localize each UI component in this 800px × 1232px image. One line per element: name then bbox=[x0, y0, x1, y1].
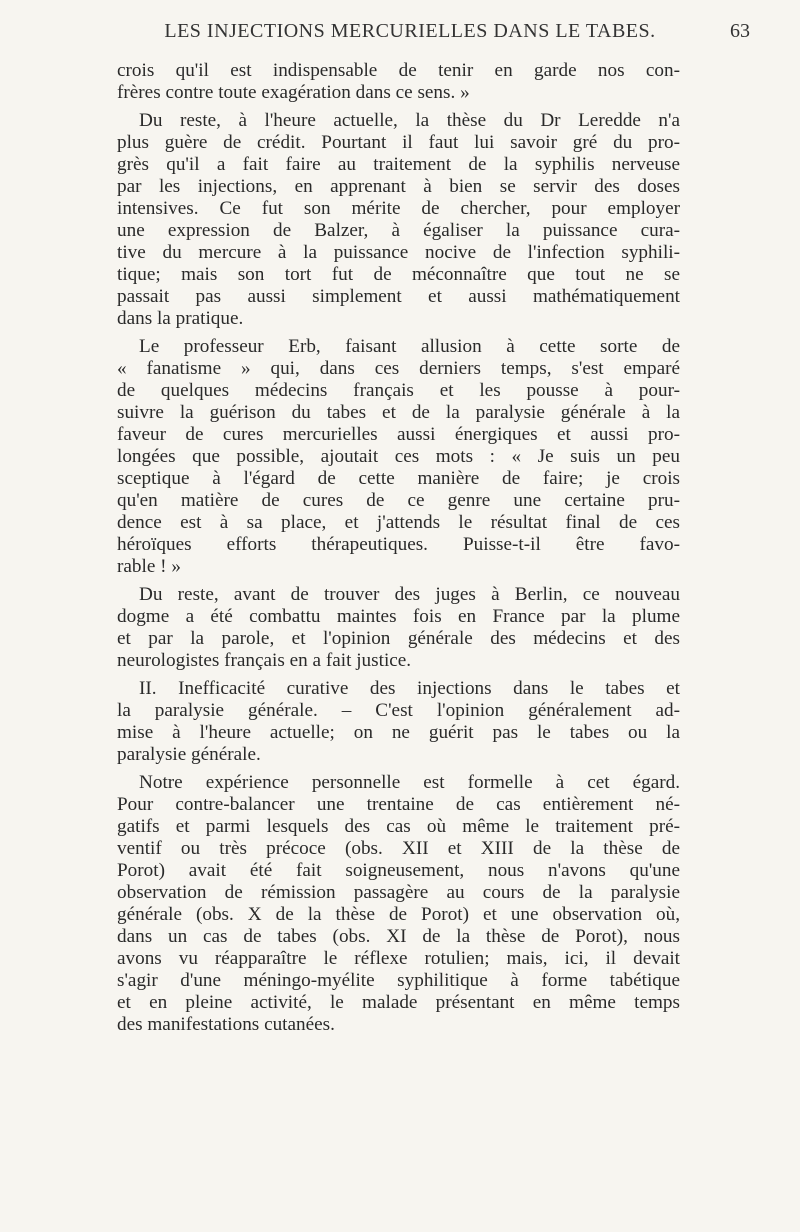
text-line: Le professeur Erb, faisant allusion à cette sorte de bbox=[139, 336, 680, 357]
text-line: dogme a été combattu maintes fois en France par la plume bbox=[117, 606, 680, 627]
text-line: des manifestations cutanées. bbox=[117, 1014, 335, 1035]
paragraph bbox=[117, 60, 680, 104]
text-line: « fanatisme » qui, dans ces derniers temps, s'est emparé bbox=[117, 358, 680, 379]
text-line: Pour contre-balancer une trentaine de cas entièrement né- bbox=[117, 794, 680, 815]
text-line: avons vu réapparaître le réflexe rotulien; mais, ici, il devait bbox=[117, 948, 680, 969]
text-line: une expression de Balzer, à égaliser la puissance cura- bbox=[117, 220, 680, 241]
paragraph bbox=[117, 772, 680, 1036]
text-line: grès qu'il a fait faire au traitement de la syphilis nerveuse bbox=[117, 154, 680, 175]
text-line: intensives. Ce fut son mérite de chercher, pour employer bbox=[117, 198, 680, 219]
text-line: crois qu'il est indispensable de tenir en garde nos con- bbox=[117, 60, 680, 81]
paragraph bbox=[117, 584, 680, 672]
text-line: Notre expérience personnelle est formelle à cet égard. bbox=[139, 772, 680, 793]
paragraph bbox=[117, 336, 680, 578]
paragraph bbox=[117, 678, 680, 766]
text-line: et en pleine activité, le malade présentant en même temps bbox=[117, 992, 680, 1013]
text-line: dence est à sa place, et j'attends le résultat final de ces bbox=[117, 512, 680, 533]
text-line: dans un cas de tabes (obs. XI de la thèse de Porot), nous bbox=[117, 926, 680, 947]
text-line: la paralysie générale. – C'est l'opinion généralement ad- bbox=[117, 700, 680, 721]
running-title: LES INJECTIONS MERCURIELLES DANS LE TABES. bbox=[164, 20, 656, 42]
text-line: plus guère de crédit. Pourtant il faut lui savoir gré du pro- bbox=[117, 132, 680, 153]
text-line: paralysie générale. bbox=[117, 744, 261, 765]
text-line: Du reste, à l'heure actuelle, la thèse du Dr Leredde n'a bbox=[139, 110, 680, 131]
text-line: par les injections, en apprenant à bien se servir des doses bbox=[117, 176, 680, 197]
text-line: faveur de cures mercurielles aussi énergiques et aussi pro- bbox=[117, 424, 680, 445]
text-line: tive du mercure à la puissance nocive de l'infection syphili- bbox=[117, 242, 680, 263]
text-line: qu'en matière de cures de ce genre une certaine pru- bbox=[117, 490, 680, 511]
text-line: rable ! » bbox=[117, 556, 181, 577]
text-line: Porot) avait été fait soigneusement, nous n'avons qu'une bbox=[117, 860, 680, 881]
text-line: neurologistes français en a fait justice. bbox=[117, 650, 412, 671]
text-line: générale (obs. X de la thèse de Porot) et une observation où, bbox=[117, 904, 680, 925]
paragraph bbox=[117, 110, 680, 330]
text-line: gatifs et parmi lesquels des cas où même le traitement pré- bbox=[117, 816, 680, 837]
text-line: de quelques médecins français et les pousse à pour- bbox=[117, 380, 680, 401]
text-line: ventif ou très précoce (obs. XII et XIII de la thèse de bbox=[117, 838, 680, 859]
text-line: longées que possible, ajoutait ces mots : « Je suis un peu bbox=[117, 446, 680, 467]
text-line: héroïques efforts thérapeutiques. Puisse-t-il être favo- bbox=[117, 534, 680, 555]
body-text bbox=[117, 60, 680, 1042]
text-line: mise à l'heure actuelle; on ne guérit pas le tabes ou la bbox=[117, 722, 680, 743]
text-line: suivre la guérison du tabes et de la paralysie générale à la bbox=[117, 402, 680, 423]
text-line: Du reste, avant de trouver des juges à Berlin, ce nouveau bbox=[139, 584, 680, 605]
text-line: sceptique à l'égard de cette manière de faire; je crois bbox=[117, 468, 680, 489]
text-line: passait pas aussi simplement et aussi mathématiquement bbox=[117, 286, 680, 307]
text-line: s'agir d'une méningo-myélite syphilitique à forme tabétique bbox=[117, 970, 680, 991]
text-line: tique; mais son tort fut de méconnaître que tout ne se bbox=[117, 264, 680, 285]
text-line: II. Inefficacité curative des injections dans le tabes et bbox=[139, 678, 680, 699]
text-line: dans la pratique. bbox=[117, 308, 244, 329]
text-line: frères contre toute exagération dans ce sens. » bbox=[117, 82, 470, 103]
text-line: et par la parole, et l'opinion générale des médecins et des bbox=[117, 628, 680, 649]
page-number: 63 bbox=[730, 20, 750, 42]
text-line: observation de rémission passagère au cours de la paralysie bbox=[117, 882, 680, 903]
